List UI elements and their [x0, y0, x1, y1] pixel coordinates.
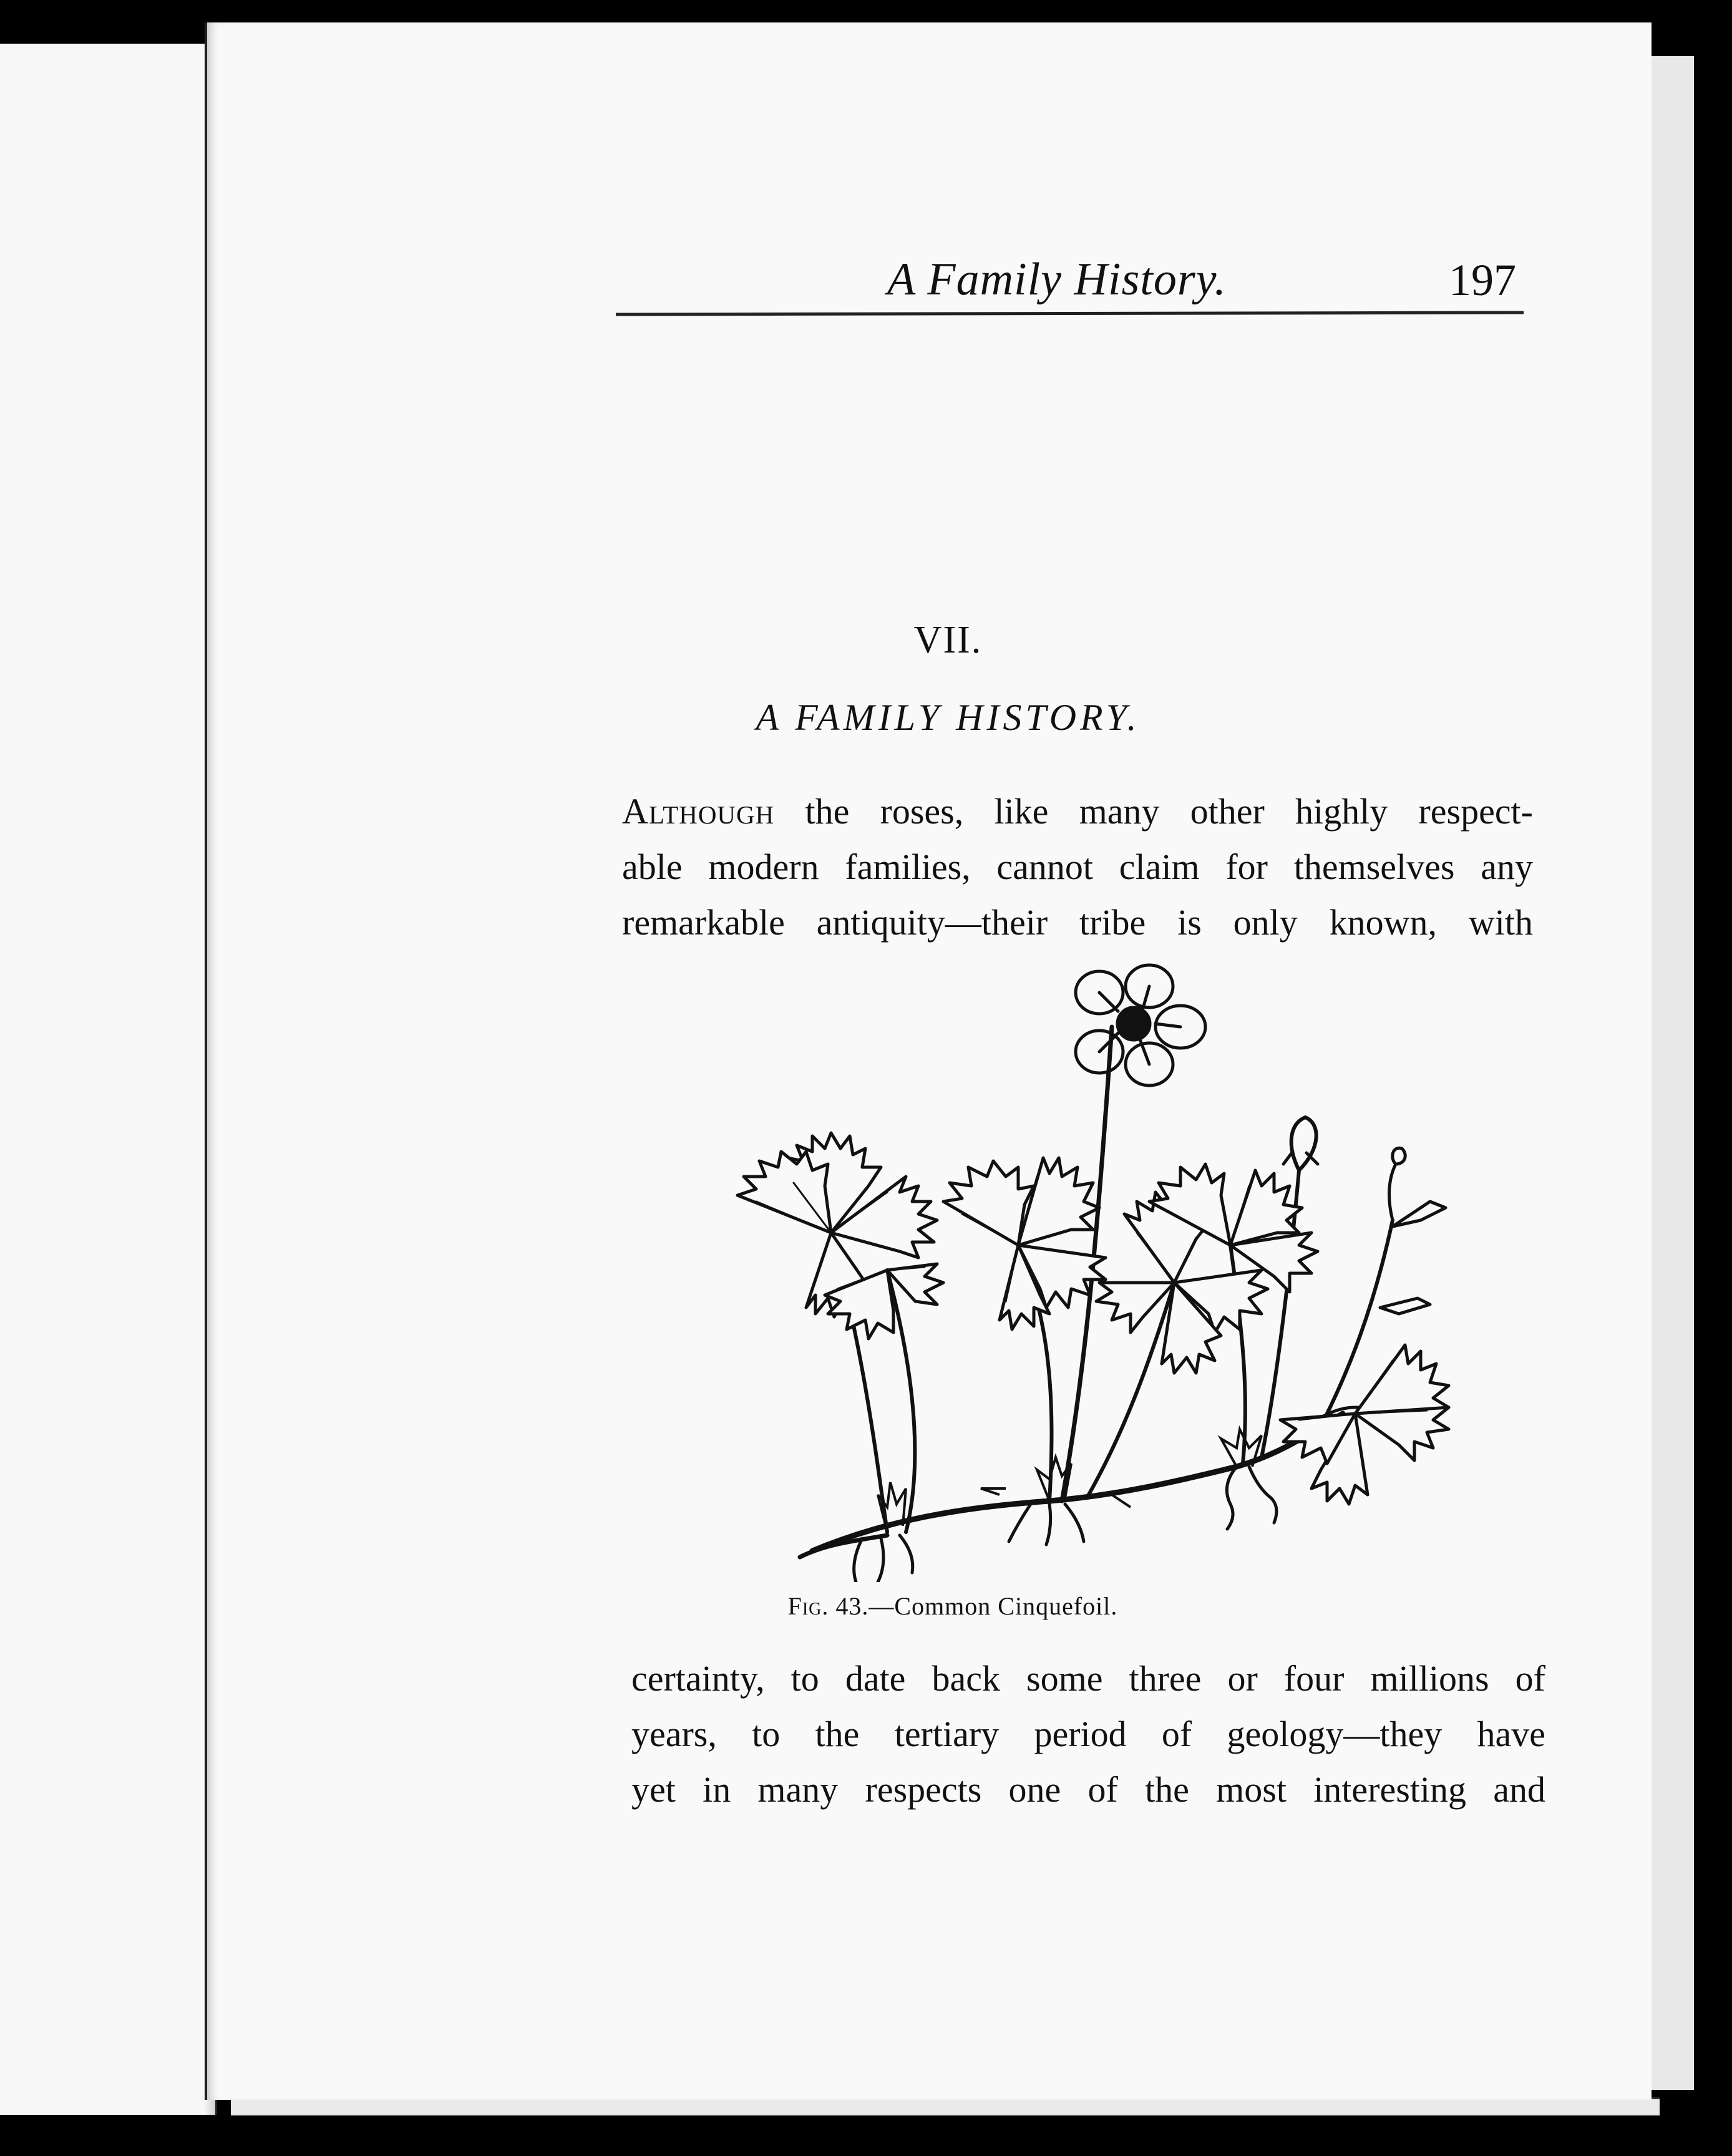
left-facing-page: [0, 44, 217, 2115]
figure-caption: [207, 1591, 1652, 1621]
text-line: [622, 784, 1533, 839]
paragraph-continued: [631, 1651, 1545, 1817]
text-line-rest: the roses, like many other highly respect-: [774, 791, 1533, 832]
paragraph-opening: [622, 784, 1533, 950]
header-rule: [616, 311, 1524, 316]
book-page: [205, 22, 1652, 2100]
cinquefoil-illustration: [700, 958, 1467, 1582]
text-line: able modern families, cannot claim for themselves any: [622, 847, 1533, 887]
text-line: years, to the tertiary period of geology—they have: [631, 1714, 1545, 1754]
text-line: certainty, to date back some three or four millions of: [631, 1658, 1545, 1699]
chapter-number: VII.: [913, 619, 983, 661]
chapter-title: A FAMILY HISTORY.: [756, 697, 1141, 738]
running-head-title: A Family History.: [887, 254, 1227, 305]
figure-caption-text: —Common Cinquefoil.: [868, 1592, 1118, 1620]
plant-engraving: [700, 958, 1467, 1582]
page-edge-bottom: [231, 2097, 1660, 2115]
figure-label: Fig. 43.: [787, 1592, 869, 1620]
page-edge-right: [1647, 56, 1694, 2090]
text-line: yet in many respects one of the most interesting and: [631, 1769, 1545, 1810]
page-number: 197: [1449, 255, 1516, 305]
running-head: [207, 228, 1652, 303]
opening-word: Although: [622, 791, 775, 832]
text-line: remarkable antiquity—their tribe is only known, with: [622, 902, 1533, 943]
